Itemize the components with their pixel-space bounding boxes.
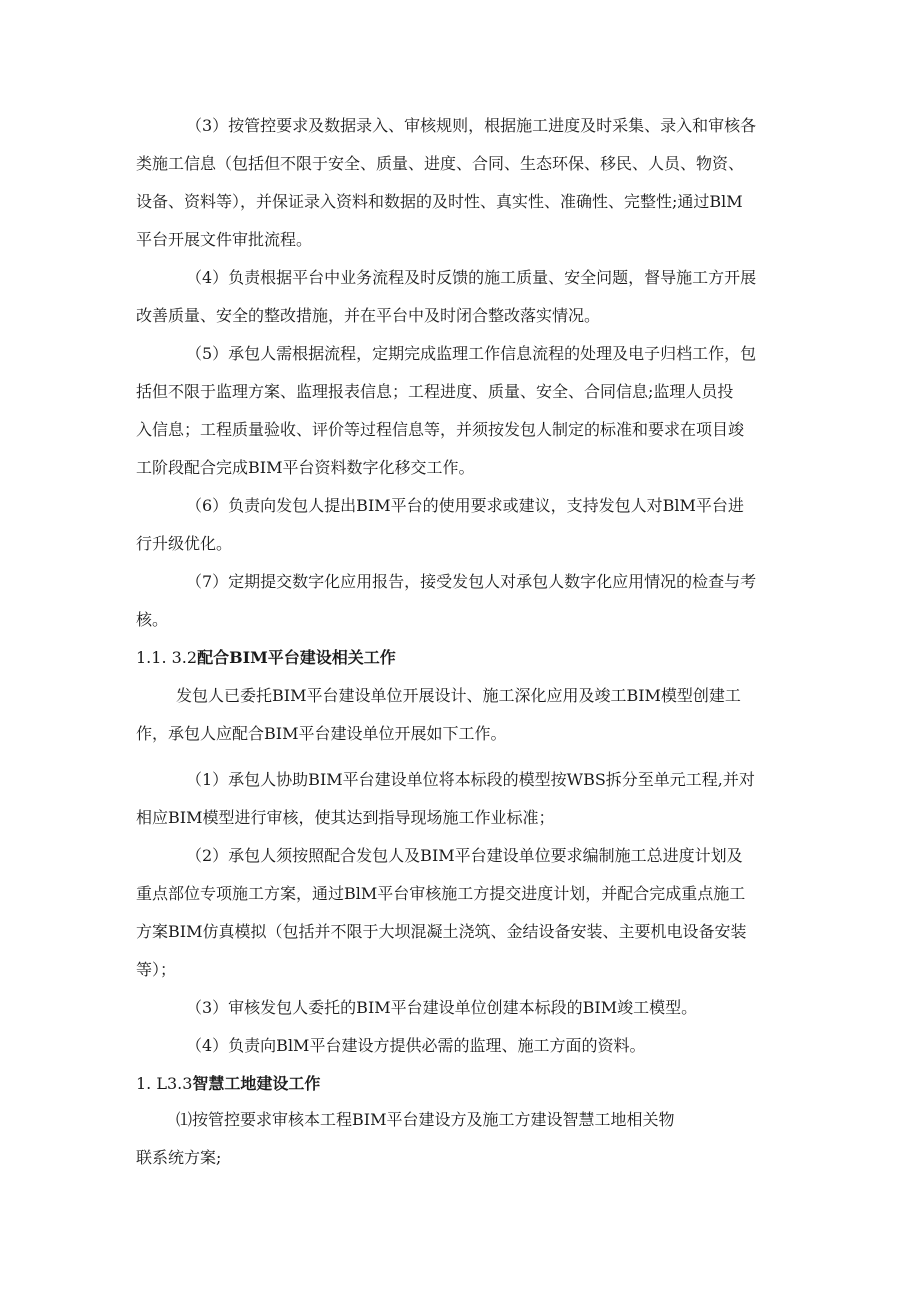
section-number: 1.1. 3.2 bbox=[136, 648, 198, 667]
item-2-line-1: （2）承包人须按照配合发包人及BIM平台建设单位要求编制施工总进度计划及 bbox=[186, 846, 743, 865]
paragraph-3-line-3: 设备、资料等），并保证录入资料和数据的及时性、真实性、准确性、完整性;通过BlM bbox=[136, 192, 743, 211]
paragraph-5-line-4: 工阶段配合完成BIM平台资料数字化移交工作。 bbox=[136, 458, 475, 477]
paragraph-7-line-2: 核。 bbox=[136, 610, 169, 629]
paragraph-3-line-1: （3）按管控要求及数据录入、审核规则，根据施工进度及时采集、录入和审核各 bbox=[186, 116, 757, 135]
paragraph-3-line-4: 平台开展文件审批流程。 bbox=[136, 230, 313, 249]
section-number: 1. L3.3 bbox=[136, 1074, 193, 1093]
paragraph-6-line-1: （6）负责向发包人提出BIM平台的使用要求或建议，支持发包人对BlM平台进 bbox=[186, 496, 744, 515]
section-heading-1-l3-3 bbox=[136, 1074, 320, 1094]
section-title: 配合BIM平台建设相关工作 bbox=[197, 648, 396, 667]
smart-site-item-1-line-2: 联系统方案; bbox=[136, 1148, 222, 1167]
section-title: 智慧工地建设工作 bbox=[192, 1074, 321, 1093]
paragraph-4-line-2: 改善质量、安全的整改措施，并在平台中及时闭合整改落实情况。 bbox=[136, 306, 601, 325]
item-4-line-1: （4）负责向BlM平台建设方提供必需的监理、施工方面的资料。 bbox=[186, 1036, 646, 1055]
paragraph-6-line-2: 行升级优化。 bbox=[136, 534, 233, 553]
paragraph-3-line-2: 类施工信息（包括但不限于安全、质量、进度、合同、生态环保、移民、人员、物资、 bbox=[136, 154, 745, 173]
item-1-line-1: （1）承包人协助BIM平台建设单位将本标段的模型按WBS拆分至单元工程,并对 bbox=[186, 770, 755, 789]
paragraph-5-line-1: （5）承包人需根据流程，定期完成监理工作信息流程的处理及电子归档工作，包 bbox=[186, 344, 757, 363]
smart-site-item-1-line-1: ⑴按管控要求审核本工程BIM平台建设方及施工方建设智慧工地相关物 bbox=[176, 1110, 675, 1129]
item-1-line-2: 相应BIM模型进行审核，使其达到指导现场施工作业标准； bbox=[136, 808, 555, 827]
item-3-line-1: （3）审核发包人委托的BIM平台建设单位创建本标段的BIM竣工模型。 bbox=[186, 998, 698, 1017]
paragraph-5-line-2: 括但不限于监理方案、监理报表信息；工程进度、质量、安全、合同信息;监理人员投 bbox=[136, 382, 734, 401]
item-2-line-4: 等）； bbox=[136, 960, 177, 979]
paragraph-7-line-1: （7）定期提交数字化应用报告，接受发包人对承包人数字化应用情况的检查与考 bbox=[186, 572, 757, 591]
item-2-line-3: 方案BIM仿真模拟（包括并不限于大坝混凝土浇筑、金结设备安装、主要机电设备安装 bbox=[136, 922, 747, 941]
paragraph-5-line-3: 入信息；工程质量验收、评价等过程信息等，并须按发包人制定的标准和要求在项目竣 bbox=[136, 420, 745, 439]
section-heading-1-1-3-2 bbox=[136, 648, 396, 668]
intro-paragraph-line-1: 发包人已委托BIM平台建设单位开展设计、施工深化应用及竣工BIM模型创建工 bbox=[176, 686, 741, 705]
intro-paragraph-line-2: 作，承包人应配合BIM平台建设单位开展如下工作。 bbox=[136, 724, 507, 743]
paragraph-4-line-1: （4）负责根据平台中业务流程及时反馈的施工质量、安全问题，督导施工方开展 bbox=[186, 268, 757, 287]
item-2-line-2: 重点部位专项施工方案，通过BlM平台审核施工方提交进度计划，并配合完成重点施工 bbox=[136, 884, 746, 903]
